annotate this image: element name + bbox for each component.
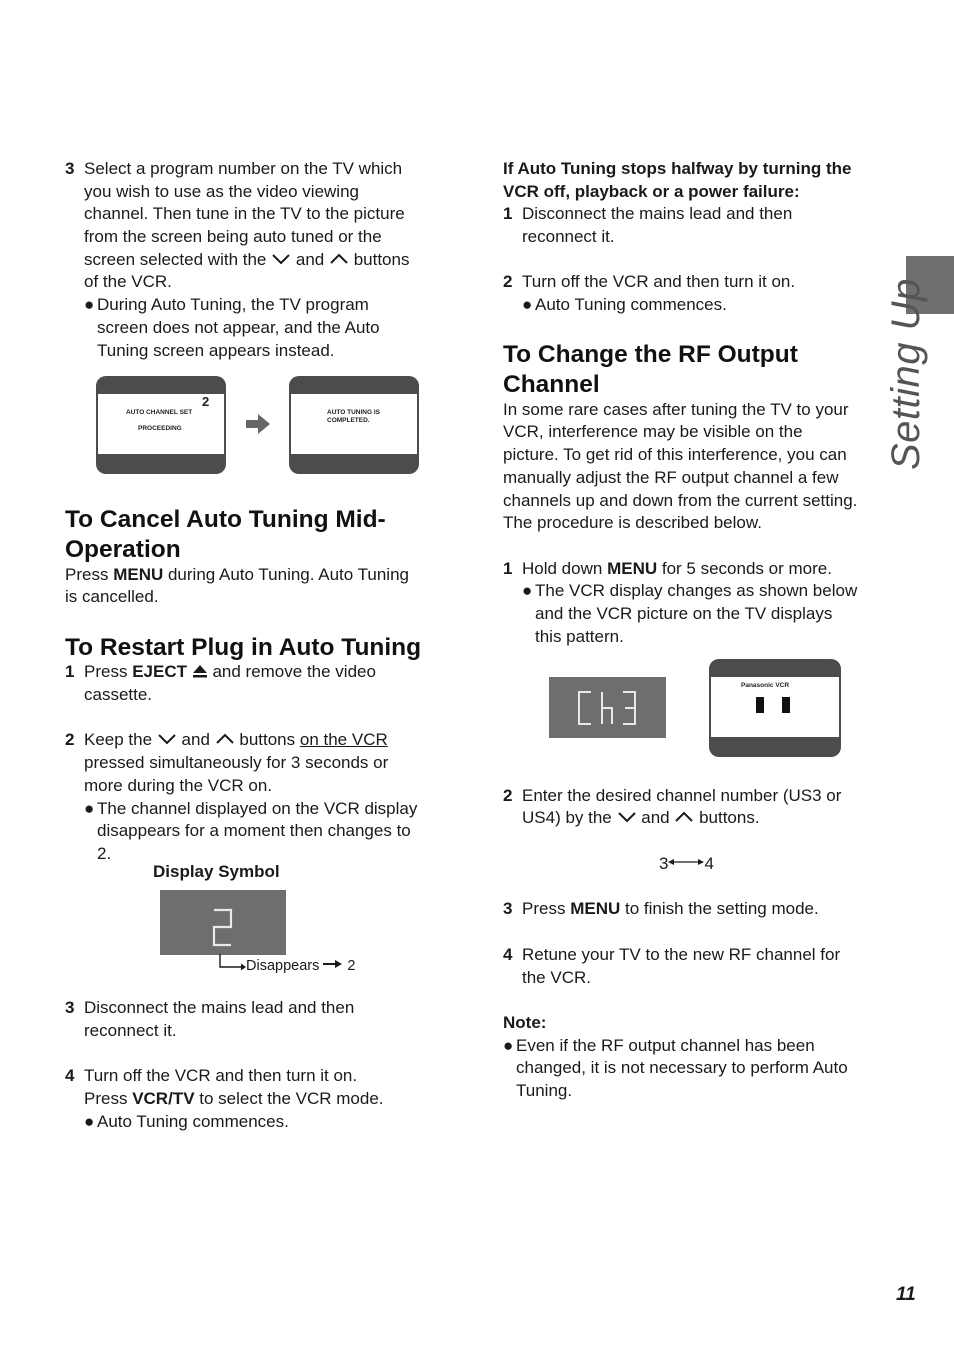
heading-restart-auto-tuning: To Restart Plug in Auto Tuning [65,634,422,661]
step-number: 3 [503,899,513,918]
tv-screen-auto-tuning-completed [289,376,419,474]
test-pattern-bar [756,697,764,713]
text-line: is cancelled. [65,587,159,606]
test-pattern-bar [782,697,790,713]
text-line: Disconnect the mains lead and then [84,998,355,1017]
text-line: The procedure is described below. [503,513,762,532]
text-line: Disconnect the mains lead and then [522,204,793,223]
text-line [84,729,388,752]
text-line: from the screen being auto tuned or the [84,227,382,246]
chevron-down-icon [157,732,177,746]
tv-footer: END: MENU [791,729,828,736]
step-number: 2 [65,730,75,749]
text-fragment: buttons [239,730,296,749]
arrow-right-icon [323,959,343,969]
text-line: reconnect it. [522,227,615,246]
chevron-up-icon [215,732,235,746]
menu-label: MENU [113,565,164,584]
bullet-icon: ● [522,581,533,600]
text-line: picture. To get rid of this interference, you can [503,445,847,464]
text-fragment: 4 [704,854,714,873]
text-line: changed, it is not necessary to perform Auto [516,1058,848,1077]
text-line: Tuning. [516,1081,573,1100]
text-line [84,1088,384,1111]
vcr-tv-label: VCR/TV [132,1089,195,1108]
text-fragment: 3 [659,854,669,873]
underlined-text: on the VCR [299,730,388,749]
tv-footer: : MENU [164,446,188,453]
step-number: 4 [65,1066,75,1085]
tv-footer: END: MENU [369,446,406,453]
text-line: 2. [97,844,112,863]
text-line: manually adjust the RF output channel a few [503,468,839,487]
text-line: Select a program number on the TV which [84,159,403,178]
seven-segment-2-icon [160,890,286,955]
menu-label: MENU [570,899,621,918]
tv-text: COMPLETED. [327,417,370,424]
section-title-setting-up: Setting Up [884,278,928,470]
text-line [522,807,760,830]
text-fragment: and remove the video [207,662,376,681]
step-number: 2 [503,272,513,291]
bullet-icon: ● [503,1036,514,1055]
bullet-icon: ● [84,1112,95,1131]
chevron-up-icon [674,810,694,824]
text-fragment: buttons [353,250,410,269]
heading-cancel-auto-tuning-cont: Operation [65,536,181,563]
tv-display-area [291,394,417,454]
text-line: Tuning screen appears instead. [97,341,335,360]
tv-screen-test-pattern [709,659,841,757]
bullet-icon: ● [84,295,95,314]
text-line: channels up and down from the current setting. [503,491,858,510]
text-line: pressed simultaneously for 3 seconds or [84,753,389,772]
note-heading: Note: [503,1013,547,1032]
text-line: disappears for a moment then changes to [97,821,411,840]
tv-text: AUTO TUNING IS [327,409,380,416]
bullet-icon: ● [84,799,95,818]
arrow-right-icon [246,414,270,434]
text-fragment: 2 [347,958,356,974]
step-number: 4 [503,945,513,964]
display-symbol-caption: Display Symbol [153,862,280,881]
text-fragment: US4) by the [522,808,612,827]
text-line: reconnect it. [84,1021,177,1040]
text-fragment: to select the VCR mode. [194,1089,384,1108]
text-line: In some rare cases after tuning the TV to your [503,400,849,419]
text-line: this pattern. [535,627,624,646]
bullet-icon: ● [522,295,533,314]
vcr-display-ch3 [549,677,666,738]
text-fragment: Keep the [84,730,153,749]
text-line: Turn off the VCR and then turn it on. [522,272,796,291]
tv-brand-text: Panasonic VCR [741,682,790,689]
text-line: Enter the desired channel number (US3 or [522,786,842,805]
heading-change-rf-output: To Change the RF Output [503,341,798,368]
step-number: 3 [65,998,75,1017]
cancel-paragraph [65,564,409,587]
menu-label: MENU [607,559,658,578]
text-fragment: for 5 seconds or more. [657,559,832,578]
text-line: VCR, interference may be visible on the [503,422,803,441]
text-fragment: buttons. [699,808,760,827]
eject-icon [192,664,208,678]
step-number: 1 [65,662,75,681]
step-number: 2 [503,786,513,805]
text-line: Auto Tuning commences. [535,295,727,314]
text-fragment: Press [84,1089,133,1108]
text-line: of the VCR. [84,272,172,291]
text-fragment: and [181,730,210,749]
chevron-up-icon [329,252,349,266]
tv-text: AUTO CHANNEL SET [126,409,193,416]
text-fragment: Press [65,565,114,584]
tv-screen-auto-channel-set [96,376,226,474]
step-number: 1 [503,204,513,223]
step-number: 3 [65,159,75,178]
text-line [84,661,376,684]
text-fragment: and [295,250,325,269]
chevron-down-icon [271,252,291,266]
page-number: 11 [896,1284,916,1305]
tv-corner-number: 2 [202,394,210,409]
text-line: the VCR. [522,968,591,987]
disappears-label [246,958,355,974]
text-fragment: Disappears [246,958,320,974]
step-number: 1 [503,559,513,578]
disappears-arrow-icon [219,954,247,974]
text-line [522,558,832,581]
stops-heading-cont: VCR off, playback or a power failure: [503,182,800,201]
text-line: channel. Then tune in the TV to the picture [84,204,405,223]
text-line: Auto Tuning commences. [97,1112,289,1131]
text-fragment: Press [84,662,133,681]
stops-heading: If Auto Tuning stops halfway by turning the [503,159,852,178]
tv-footer: END [132,446,146,453]
vcr-display-digit-2 [160,890,286,955]
text-line: Turn off the VCR and then turn it on. [84,1066,358,1085]
channel-toggle-indicator [659,853,714,876]
eject-label: EJECT [132,662,187,681]
text-line: you wish to use as the video viewing [84,182,359,201]
text-line: and the VCR picture on the TV displays [535,604,833,623]
tv-text: PROCEEDING [138,425,182,432]
text-line: Even if the RF output channel has been [516,1036,815,1055]
text-fragment: during Auto Tuning. Auto Tuning [163,565,409,584]
text-fragment: to finish the setting mode. [620,899,819,918]
text-fragment: Hold down [522,559,608,578]
text-line: The VCR display changes as shown below [535,581,858,600]
seven-segment-ch3-icon [549,677,666,738]
text-line: Retune your TV to the new RF channel for [522,945,841,964]
chevron-down-icon [617,810,637,824]
text-fragment: Press [522,899,571,918]
text-line [522,898,819,921]
text-fragment: screen selected with the [84,250,267,269]
double-arrow-icon [668,857,704,867]
text-line: The channel displayed on the VCR display [97,799,418,818]
heading-cancel-auto-tuning: To Cancel Auto Tuning Mid- [65,506,386,533]
text-line: more during the VCR on. [84,776,273,795]
text-line [84,249,409,272]
text-fragment: and [641,808,670,827]
heading-change-rf-output-cont: Channel [503,371,600,398]
text-line: cassette. [84,685,153,704]
text-line: During Auto Tuning, the TV program [97,295,369,314]
text-line: screen does not appear, and the Auto [97,318,380,337]
